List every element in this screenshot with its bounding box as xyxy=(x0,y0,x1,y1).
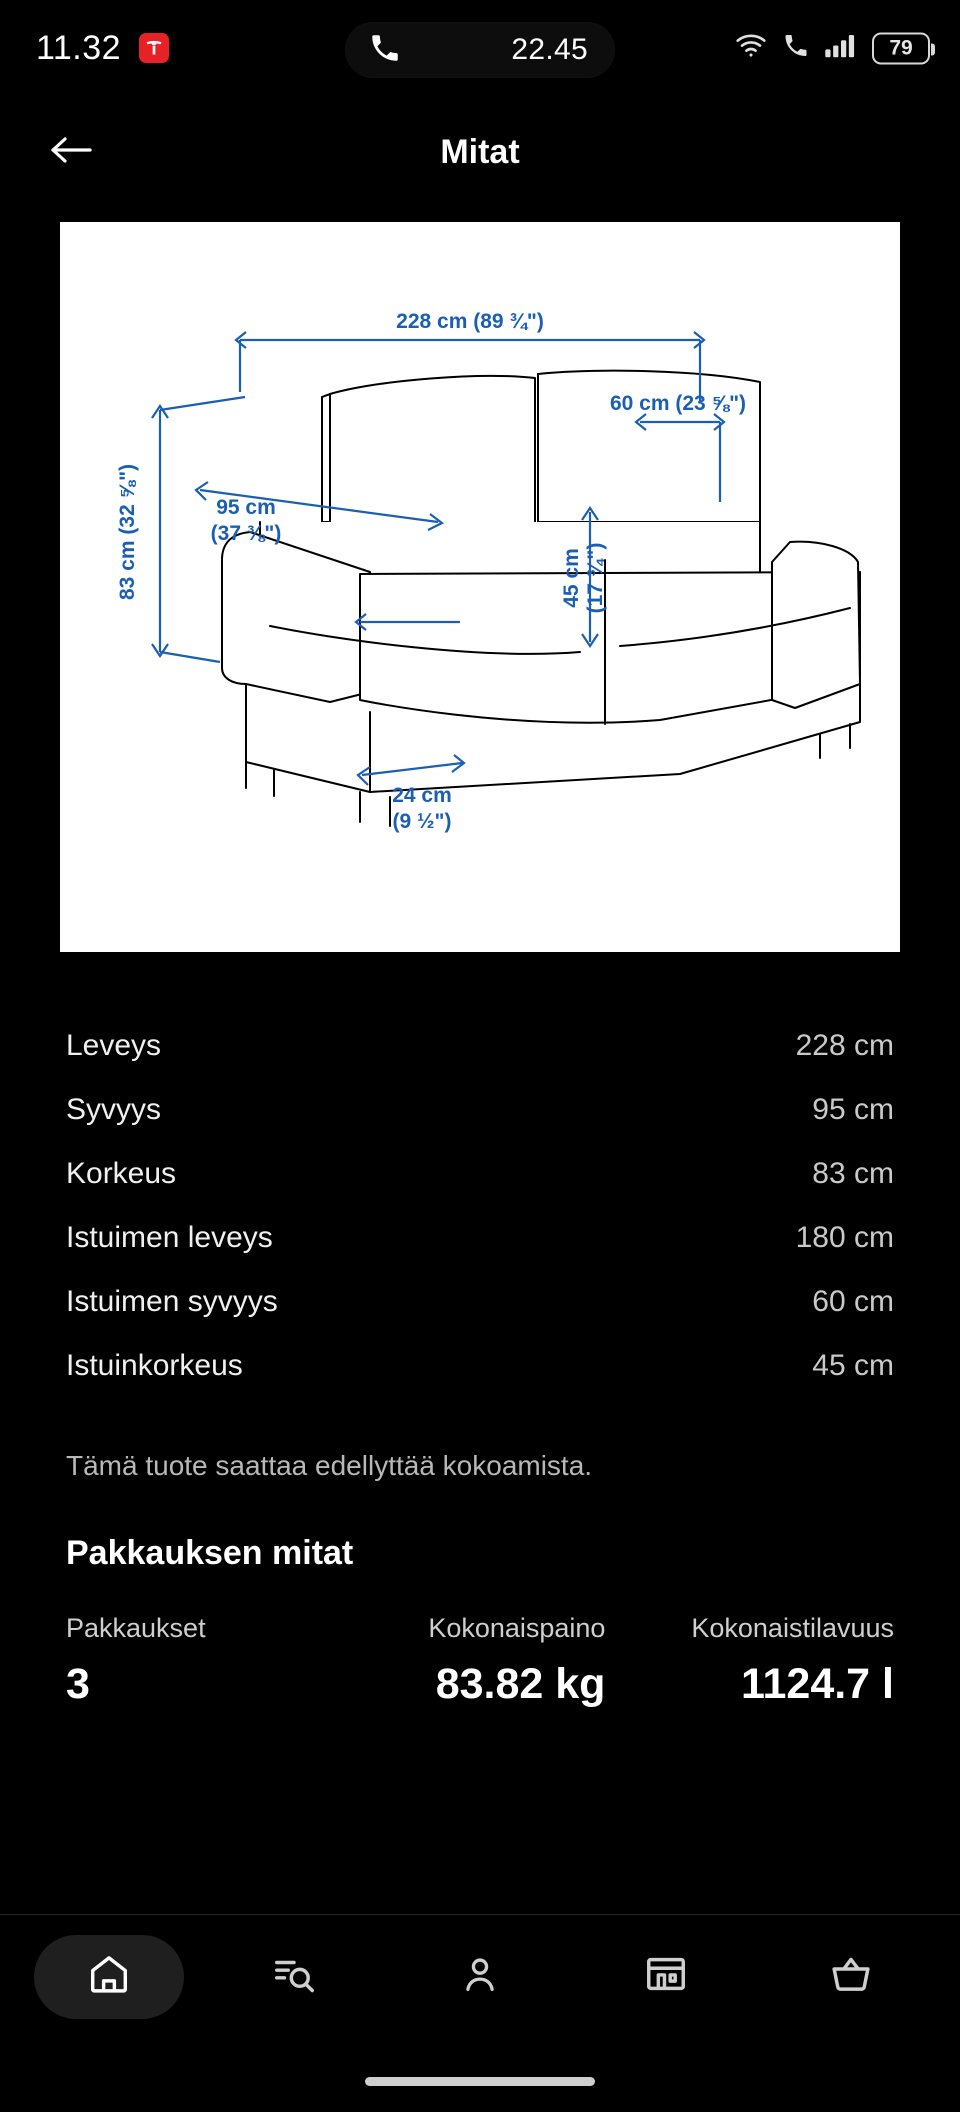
store-icon xyxy=(643,1951,689,2002)
measurements-list xyxy=(66,1014,894,1398)
stat-label: Kokonaispaino xyxy=(428,1613,606,1643)
status-clock: 11.32 xyxy=(36,28,122,67)
label-seat-depth: 60 cm (23 ⅝") xyxy=(609,392,747,415)
label-depth-1: 95 cm xyxy=(216,496,276,519)
label-width: 228 cm (89 ¾") xyxy=(396,310,544,333)
package-stat-volume xyxy=(605,1613,894,1709)
spec-value: 180 cm xyxy=(795,1221,894,1254)
label-foot-1: 24 cm xyxy=(392,784,452,807)
phone-call-small-icon xyxy=(782,32,810,65)
nav-item-profile[interactable] xyxy=(405,1935,555,2019)
dynamic-island-call-pill[interactable] xyxy=(345,22,615,78)
spec-label: Syvyys xyxy=(66,1093,162,1126)
call-duration: 22.45 xyxy=(511,33,588,66)
nav-item-search[interactable] xyxy=(219,1935,369,2019)
wifi-icon xyxy=(734,32,768,65)
home-indicator[interactable] xyxy=(365,2077,595,2086)
cellular-signal-icon xyxy=(824,32,858,65)
label-foot-2: (9 ½") xyxy=(392,810,452,833)
package-stat-packages xyxy=(66,1613,317,1709)
package-stat-weight xyxy=(317,1613,606,1709)
nav-item-cart[interactable] xyxy=(776,1935,926,2019)
spec-value: 45 cm xyxy=(812,1349,894,1382)
nav-item-stores[interactable] xyxy=(591,1935,741,2019)
tesla-icon xyxy=(139,33,169,63)
spec-label: Istuimen leveys xyxy=(66,1221,273,1254)
search-list-icon xyxy=(271,1951,317,2002)
stat-label: Pakkaukset xyxy=(66,1613,206,1643)
table-row xyxy=(66,1142,894,1206)
table-row xyxy=(66,1078,894,1142)
spec-value: 95 cm xyxy=(812,1093,894,1126)
person-icon xyxy=(458,1952,502,2001)
spec-label: Korkeus xyxy=(66,1157,177,1190)
back-button[interactable] xyxy=(40,121,102,183)
table-row xyxy=(66,1334,894,1398)
phone-call-icon xyxy=(368,31,402,70)
nav-item-home[interactable] xyxy=(34,1935,184,2019)
spec-value: 60 cm xyxy=(812,1285,894,1318)
stat-value: 3 xyxy=(66,1660,90,1708)
table-row xyxy=(66,1014,894,1078)
assembly-note: Tämä tuote saattaa edellyttää kokoamista. xyxy=(66,1450,593,1481)
stat-label: Kokonaistilavuus xyxy=(691,1613,894,1643)
stat-value: 1124.7 l xyxy=(740,1660,894,1708)
bottom-navigation xyxy=(0,1914,960,2038)
status-bar-left xyxy=(36,29,169,68)
spec-label: Istuimen syvyys xyxy=(66,1285,278,1318)
label-seat-height-1: 45 cm xyxy=(560,548,583,608)
basket-icon xyxy=(828,1951,874,2002)
table-row xyxy=(66,1270,894,1334)
spec-label: Leveys xyxy=(66,1029,162,1062)
battery-level: 79 xyxy=(889,36,913,59)
sofa-dimensions-diagram xyxy=(60,222,900,952)
spec-value: 228 cm xyxy=(795,1029,894,1062)
arrow-left-icon xyxy=(48,131,94,174)
table-row xyxy=(66,1206,894,1270)
battery-indicator xyxy=(872,32,930,64)
package-stats xyxy=(66,1613,894,1709)
label-seat-height-2: (17 ¾") xyxy=(584,542,607,614)
page-header xyxy=(0,96,960,208)
status-bar xyxy=(0,0,960,96)
page-title: Mitat xyxy=(440,132,520,171)
home-icon xyxy=(86,1951,132,2002)
spec-label: Istuinkorkeus xyxy=(66,1349,243,1382)
stat-value: 83.82 kg xyxy=(435,1660,606,1708)
label-height: 83 cm (32 ⅝") xyxy=(116,463,139,601)
status-bar-right xyxy=(734,32,930,65)
label-depth-2: (37 ⅜") xyxy=(210,522,282,545)
package-section-title: Pakkauksen mitat xyxy=(66,1534,354,1572)
spec-value: 83 cm xyxy=(812,1157,894,1190)
